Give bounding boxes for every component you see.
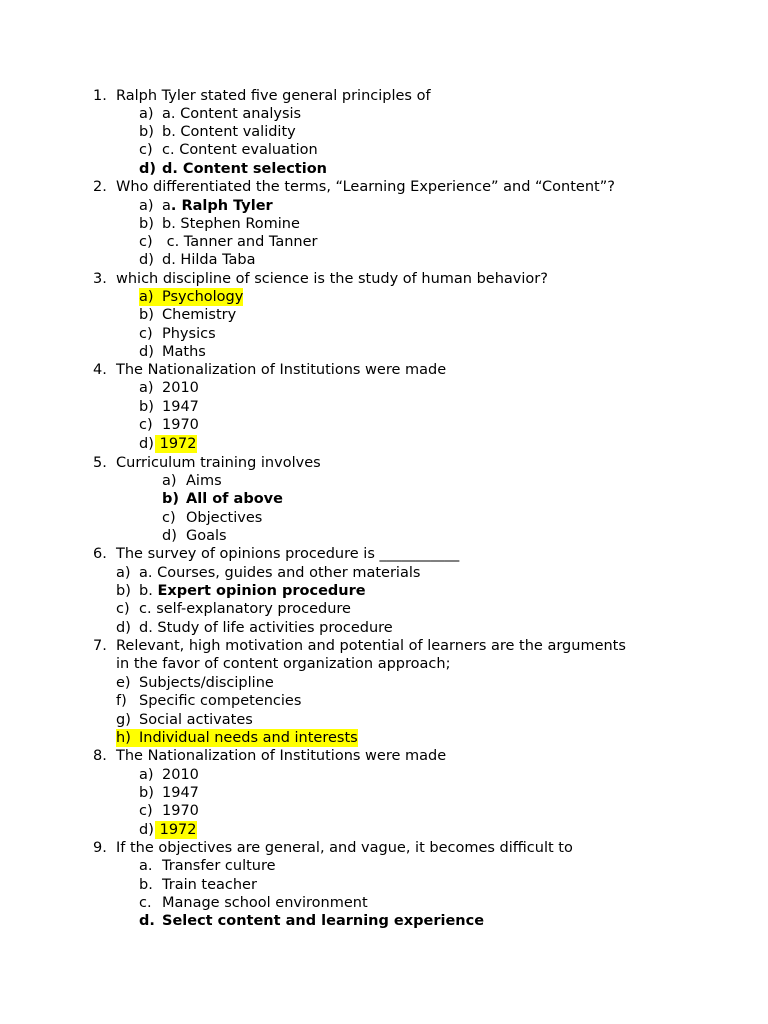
option-marker: c): [139, 803, 153, 819]
option-text: Train teacher: [162, 877, 257, 893]
option-text: Subjects/discipline: [139, 675, 274, 691]
option-text: 1947: [162, 399, 199, 415]
option-text: c. self-explanatory procedure: [139, 601, 351, 617]
question-number: 4.: [93, 362, 107, 378]
option-answer: . Ralph Tyler: [170, 198, 273, 214]
option-text: 2010: [162, 767, 199, 783]
option-text: Physics: [162, 326, 216, 342]
question-text: Ralph Tyler stated five general principles of: [116, 88, 431, 104]
option-marker: a): [139, 380, 154, 396]
option-text: Objectives: [186, 510, 263, 526]
option-marker: c.: [139, 895, 152, 911]
option-text: a. Courses, guides and other materials: [139, 565, 421, 581]
option-text: d. Study of life activities procedure: [139, 620, 393, 636]
option-marker: d): [139, 161, 157, 177]
option-marker: b): [139, 399, 154, 415]
option-marker: d): [139, 252, 154, 268]
question-text: Curriculum training involves: [116, 455, 321, 471]
option-text: All of above: [186, 491, 283, 507]
question-text: Who differentiated the terms, “Learning Experience” and “Content”?: [116, 179, 615, 195]
option-marker: c): [139, 234, 153, 250]
option-marker: b): [139, 307, 154, 323]
question-number: 1.: [93, 88, 107, 104]
option-text: [139, 582, 366, 600]
option-text: Transfer culture: [162, 858, 276, 874]
option-text: c. Tanner and Tanner: [162, 234, 318, 250]
option-text: Select content and learning experience: [162, 913, 485, 929]
option-marker: b.: [139, 877, 153, 893]
option-marker: b): [162, 491, 180, 507]
question-text: in the favor of content organization approach;: [116, 656, 451, 672]
option-marker: c): [139, 417, 153, 433]
option-marker: b): [116, 583, 131, 599]
option-text: d. Content selection: [162, 161, 327, 177]
option-text: d. Hilda Taba: [162, 252, 256, 268]
question-number: 5.: [93, 455, 107, 471]
option-marker: e): [116, 675, 131, 691]
option-marker: b): [139, 124, 154, 140]
option-marker: d): [162, 528, 177, 544]
option-marker: c): [139, 142, 153, 158]
option-text: Aims: [186, 473, 222, 489]
option-marker: h): [116, 729, 139, 747]
question-text: The Nationalization of Institutions were made: [116, 362, 447, 378]
option-marker: b): [139, 785, 154, 801]
option-marker: d): [116, 620, 131, 636]
option-text: c. Content evaluation: [162, 142, 318, 158]
option-marker: b): [139, 216, 154, 232]
option-marker: f): [116, 693, 127, 709]
option-marker: d): [139, 822, 154, 838]
question-number: 8.: [93, 748, 107, 764]
option-marker: g): [116, 712, 131, 728]
option-text: Maths: [162, 344, 206, 360]
question-number: 6.: [93, 546, 107, 562]
option-marker: c): [162, 510, 176, 526]
option-prefix: b.: [139, 583, 158, 599]
option-text: 1970: [162, 803, 199, 819]
option-marker: a): [139, 767, 154, 783]
option-text: Goals: [186, 528, 227, 544]
option-marker: a): [139, 198, 154, 214]
option-text: Social activates: [139, 712, 253, 728]
option-text: b. Content validity: [162, 124, 296, 140]
option-marker: d.: [139, 913, 155, 929]
question-text: If the objectives are general, and vague, it becomes difficult to: [116, 840, 573, 856]
question-number: 2.: [93, 179, 107, 195]
option-text: Chemistry: [162, 307, 237, 323]
option-marker: a): [139, 106, 154, 122]
option-marker: a): [116, 565, 131, 581]
option-prefix: a: [162, 198, 171, 214]
option-text: Individual needs and interests: [139, 730, 358, 746]
option-marker: c): [139, 326, 153, 342]
option-text: [162, 197, 273, 215]
question-text: which discipline of science is the study of human behavior?: [116, 271, 548, 287]
option-text: a. Content analysis: [162, 106, 302, 122]
option-marker: d): [139, 436, 154, 452]
question-text: The survey of opinions procedure is ___________: [116, 546, 460, 562]
question-number: 3.: [93, 271, 107, 287]
option-marker: a): [139, 288, 162, 306]
option-text: b. Stephen Romine: [162, 216, 300, 232]
option-marker: a): [162, 473, 177, 489]
option-marker: c): [116, 601, 130, 617]
question-number: 7.: [93, 638, 107, 654]
option-text: 1972: [155, 436, 197, 452]
option-answer: Expert opinion procedure: [157, 583, 366, 599]
option-text: Manage school environment: [162, 895, 368, 911]
question-text: The Nationalization of Institutions were made: [116, 748, 447, 764]
option-text: Specific competencies: [139, 693, 302, 709]
option-text: 1970: [162, 417, 199, 433]
option-text: 2010: [162, 380, 199, 396]
option-text: 1972: [155, 822, 197, 838]
option-text: 1947: [162, 785, 199, 801]
question-text: Relevant, high motivation and potential of learners are the arguments: [116, 638, 626, 654]
option-marker: d): [139, 344, 154, 360]
option-marker: a.: [139, 858, 153, 874]
question-number: 9.: [93, 840, 107, 856]
option-text: Psychology: [162, 289, 244, 305]
